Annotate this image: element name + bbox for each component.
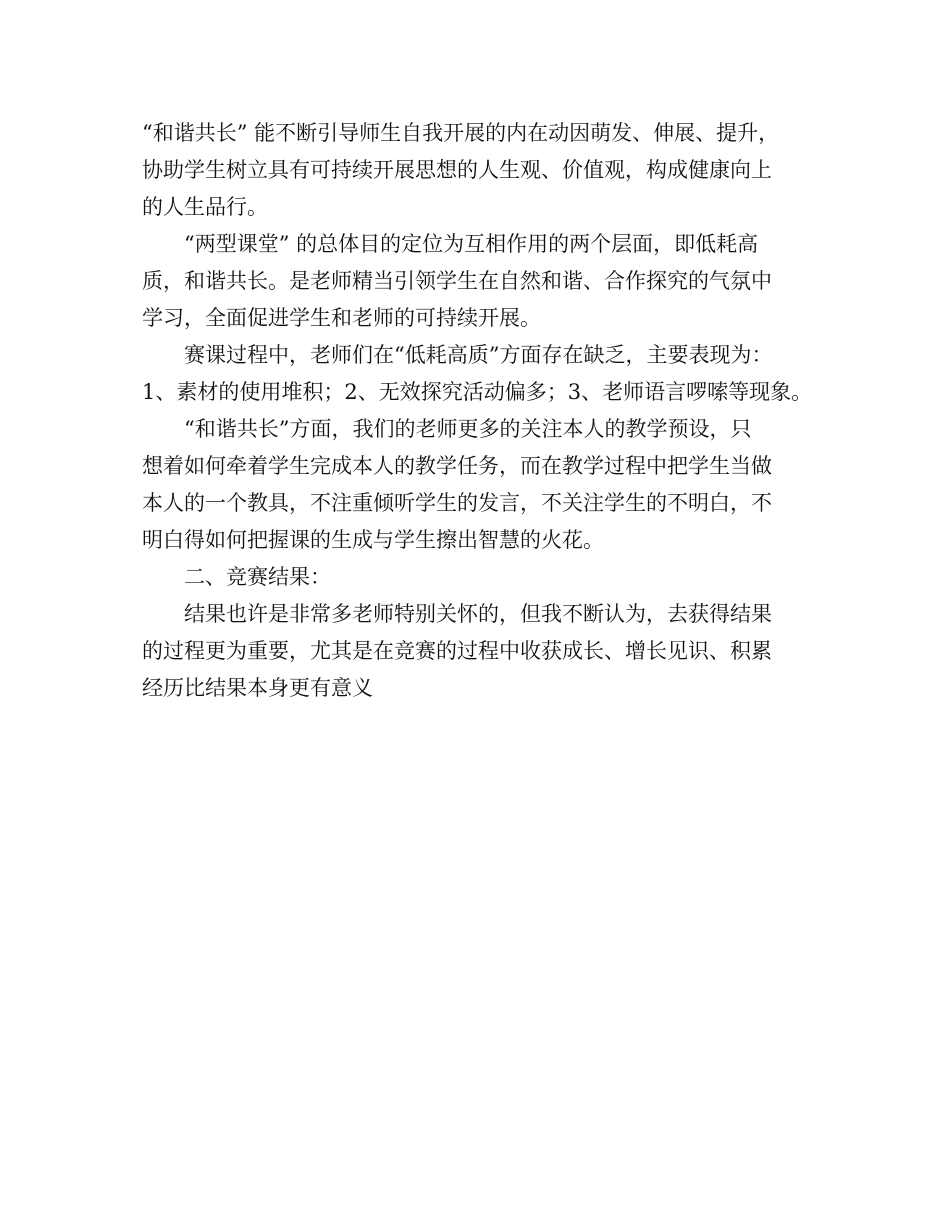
text-line: “和谐共长” 能不断引导师生自我开展的内在动因萌发、伸展、提升， xyxy=(142,121,780,145)
text-line: 想着如何牵着学生完成本人的教学任务，而在教学过程中把学生当做 xyxy=(142,454,772,478)
text-line: 本人的一个教具，不注重倾听学生的发言，不关注学生的不明白，不 xyxy=(142,491,772,515)
text-line: 1、素材的使用堆积；2、无效探究活动偏多；3、老师语言啰嗦等现象。 xyxy=(142,380,813,404)
text-line: 结果也许是非常多老师特别关怀的，但我不断认为，去获得结果 xyxy=(184,602,772,626)
text-line: 协助学生树立具有可持续开展思想的人生观、价值观，构成健康向上 xyxy=(142,158,772,182)
text-line: 经历比结果本身更有意义 xyxy=(142,676,373,700)
document-body xyxy=(142,115,842,707)
text-line: “两型课堂” 的总体目的定位为互相作用的两个层面，即低耗高 xyxy=(184,232,759,256)
text-line: 学习，全面促进学生和老师的可持续开展。 xyxy=(142,306,541,330)
text-line: 的过程更为重要，尤其是在竞赛的过程中收获成长、增长见识、积累 xyxy=(142,639,772,663)
section-heading: 二、竞赛结果： xyxy=(184,565,331,589)
text-line: 质，和谐共长。是老师精当引领学生在自然和谐、合作探究的气氛中 xyxy=(142,269,772,293)
text-line: 的人生品行。 xyxy=(142,195,268,219)
text-line: “和谐共长”方面，我们的老师更多的关注本人的教学预设，只 xyxy=(184,417,752,441)
text-line: 明白得如何把握课的生成与学生擦出智慧的火花。 xyxy=(142,528,604,552)
text-line: 赛课过程中，老师们在“低耗高质”方面存在缺乏，主要表现为： xyxy=(184,343,773,367)
